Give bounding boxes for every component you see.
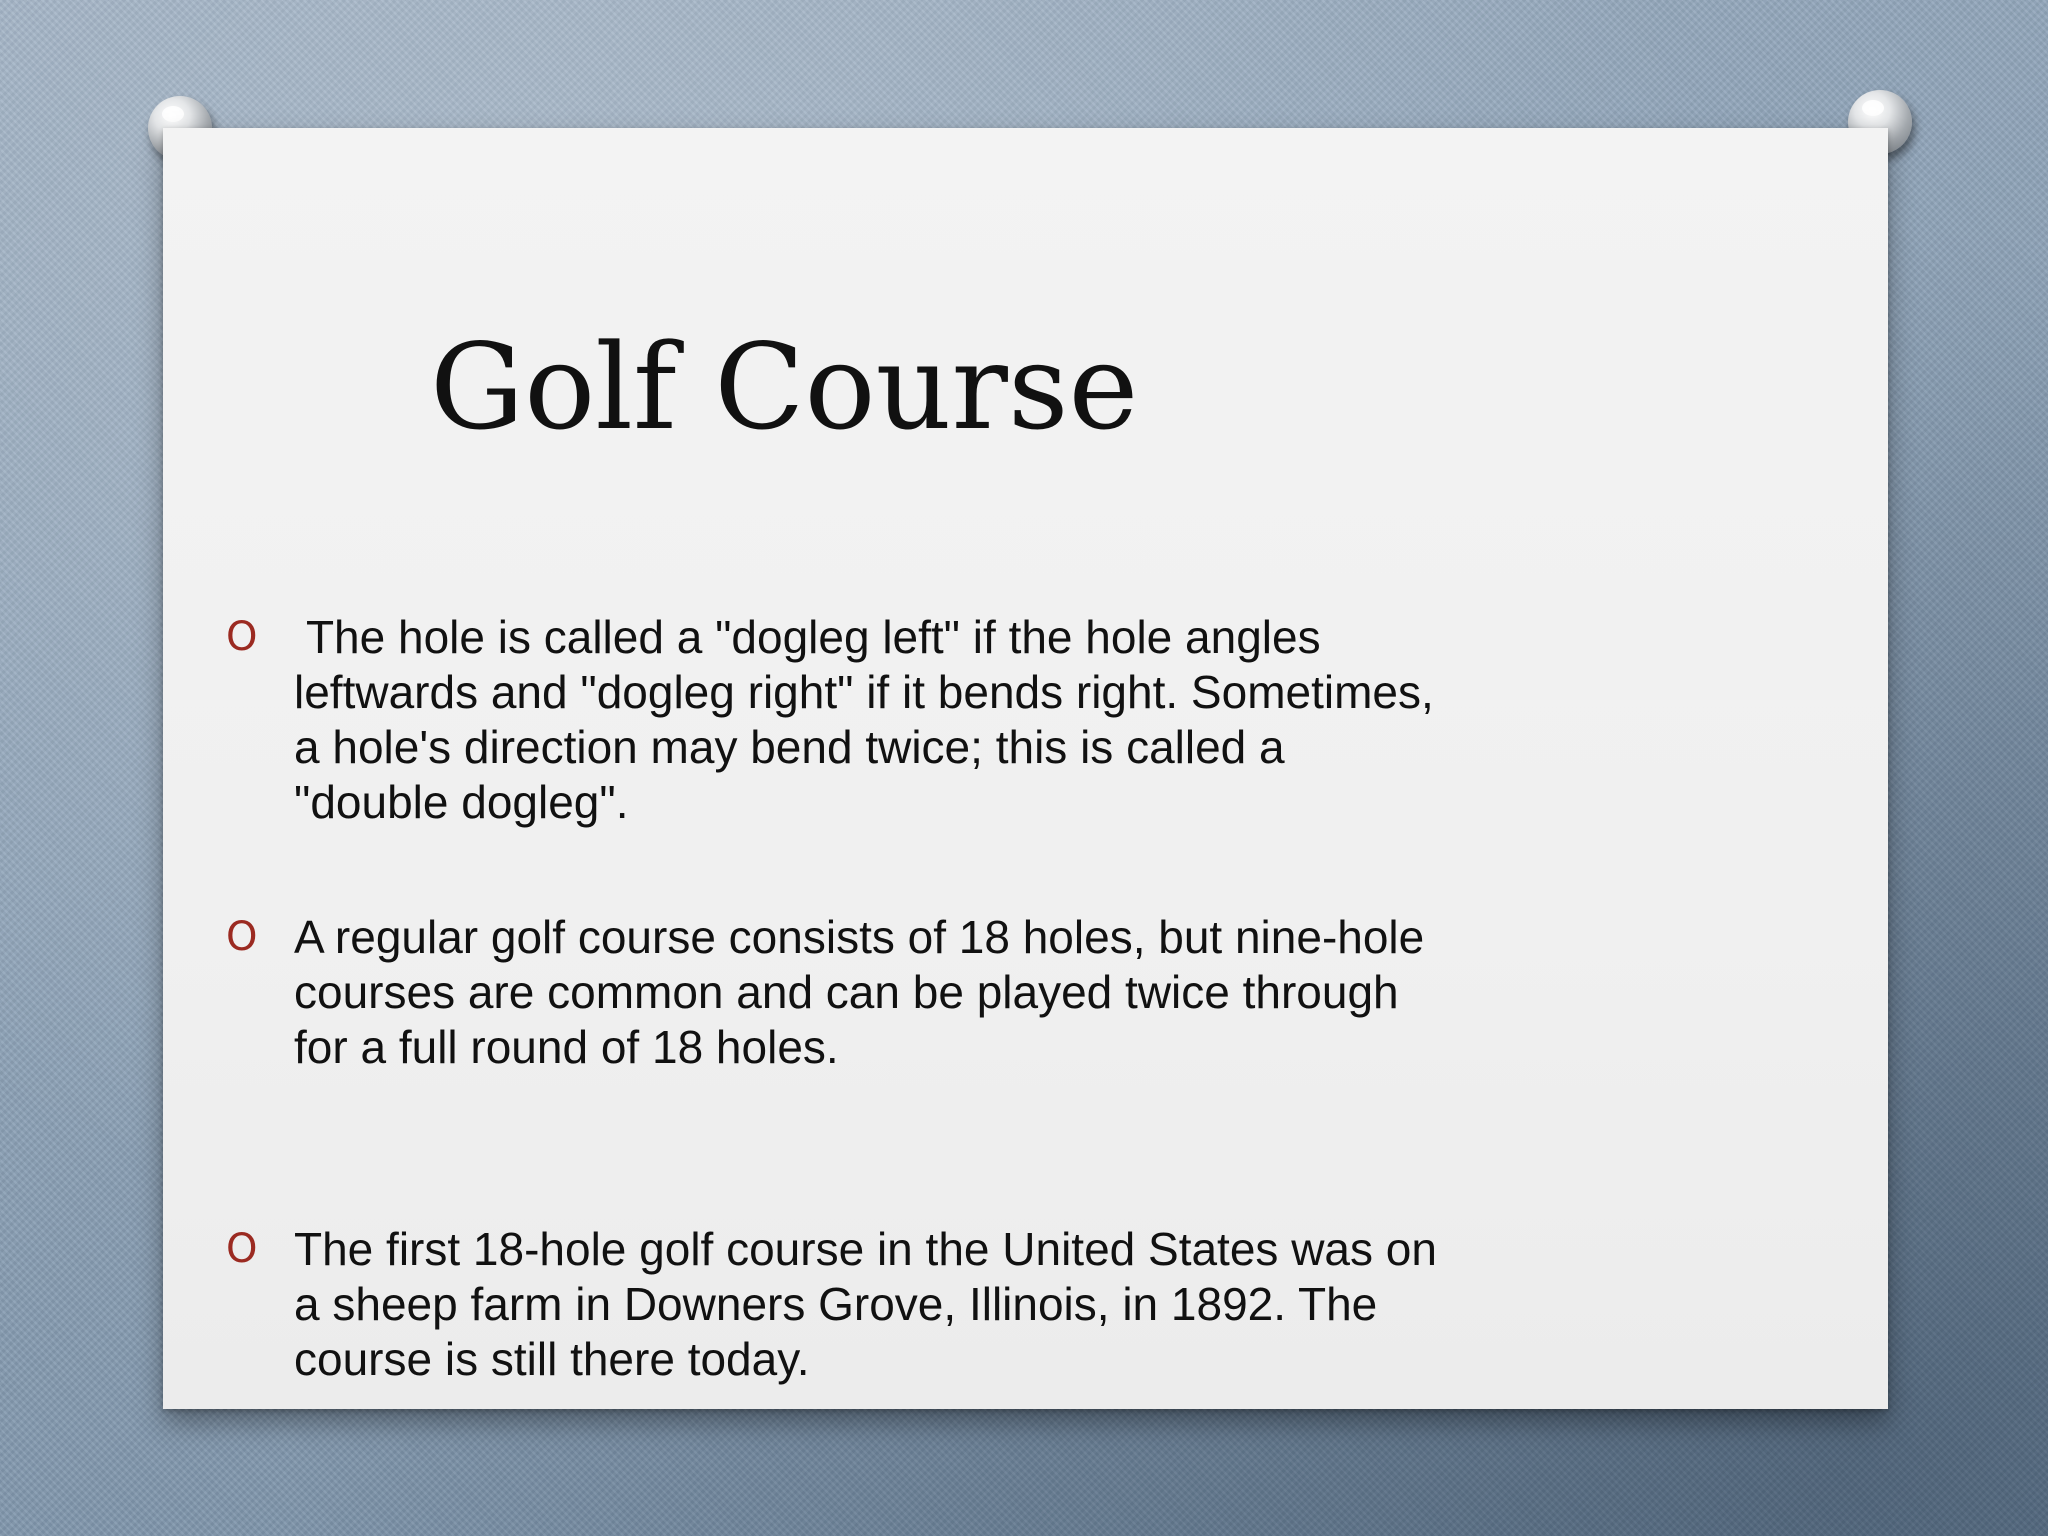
slide-title: Golf Course xyxy=(430,318,1139,456)
bullet-item xyxy=(220,910,1620,1075)
bullet-text: A regular golf course consists of 18 holes, but nine-hole courses are common and can be played twice through for a full round of 18 holes. xyxy=(294,911,1425,1073)
bullet-text: The first 18-hole golf course in the United States was on a sheep farm in Downers Grove, Illinois, in 1892. The course is still there today. xyxy=(294,1223,1437,1385)
bullet-text: The hole is called a "dogleg left" if the hole angles leftwards and "dogleg right" if it bends right. Sometimes, a hole's direction may bend twice; this is called a "double dogleg". xyxy=(294,611,1434,828)
bullet-marker-icon: O xyxy=(226,614,258,660)
bullet-item xyxy=(220,1222,1620,1387)
bullet-item xyxy=(220,610,1620,830)
bullet-marker-icon: O xyxy=(226,914,258,960)
bullet-marker-icon: O xyxy=(226,1226,258,1272)
